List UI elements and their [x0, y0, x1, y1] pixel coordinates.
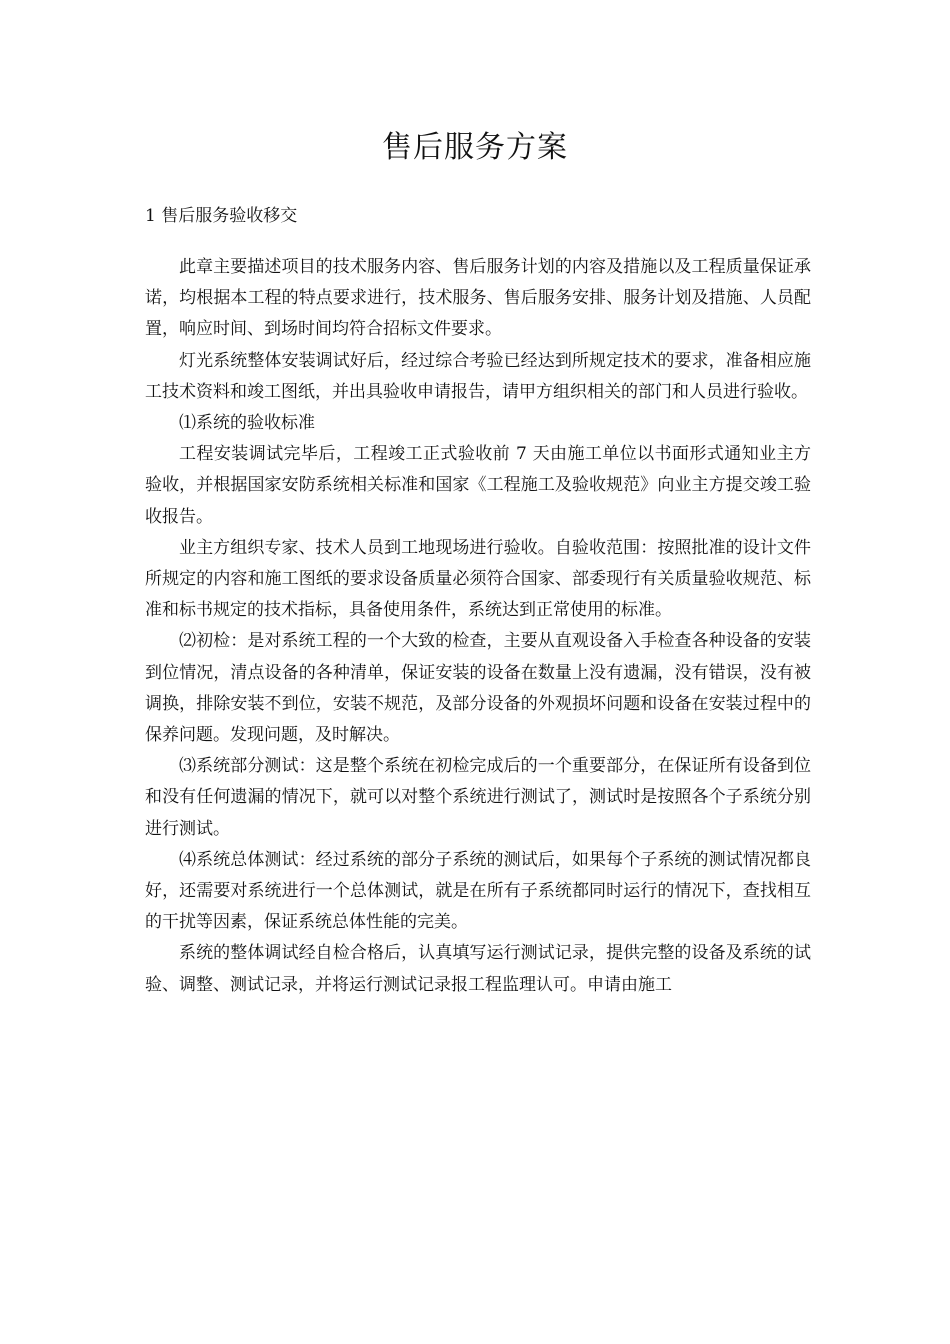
paragraph-debugging-records: 系统的整体调试经自检合格后，认真填写运行测试记录，提供完整的设备及系统的试验、调整、测试记录，并将运行测试记录报工程监理认可。申请由施工 — [145, 943, 811, 995]
section-heading: 1 售后服务验收移交 — [145, 206, 298, 226]
paragraph-overall-testing: ⑷系统总体测试：经过系统的部分子系统的测试后，如果每个子系统的测试情况都良好，还需要对系统进行一个总体测试，就是在所有子系统都同时运行的情况下，查找相互的干扰等因素，保证系统总体性能的完美。 — [145, 849, 811, 933]
document-title: 售后服务方案 — [382, 130, 568, 165]
subheading-acceptance-standard: ⑴系统的验收标准 — [179, 413, 315, 434]
paragraph-partial-testing: ⑶系统部分测试：这是整个系统在初检完成后的一个重要部分，在保证所有设备到位和没有任何遗漏的情况下，就可以对整个系统进行测试了，测试时是按照各个子系统分别进行测试。 — [145, 756, 811, 839]
paragraph-acceptance-scope: 业主方组织专家、技术人员到工地现场进行验收。自验收范围：按照批准的设计文件所规定的内容和施工图纸的要求设备质量必须符合国家、部委现行有关质量验收规范、标准和标书规定的技术指标，具备使用条件，系统达到正常使用的标准。 — [145, 537, 811, 621]
paragraph-completion-notice: 工程安装调试完毕后，工程竣工正式验收前 7 天由施工单位以书面形式通知业主方验收，并根据国家安防系统相关标准和国家《工程施工及验收规范》向业主方提交竣工验收报告。 — [145, 444, 811, 527]
paragraph-initial-inspection: ⑵初检：是对系统工程的一个大致的检查，主要从直观设备入手检查各种设备的安装到位情况，清点设备的各种清单，保证安装的设备在数量上没有遗漏，没有错误，没有被调换，排除安装不到位，安装不规范，及部分设备的外观损坏问题和设备在安装过程中的保养问题。发现问题，及时解决。 — [145, 631, 811, 746]
document-body — [145, 252, 811, 1001]
paragraph-acceptance-request: 灯光系统整体安装调试好后，经过综合考验已经达到所规定技术的要求，准备相应施工技术资料和竣工图纸，并出具验收申请报告，请甲方组织相关的部门和人员进行验收。 — [145, 350, 811, 402]
paragraph-intro: 此章主要描述项目的技术服务内容、售后服务计划的内容及措施以及工程质量保证承诺，均根据本工程的特点要求进行，技术服务、售后服务安排、服务计划及措施、人员配置，响应时间、到场时间均符合招标文件要求。 — [145, 257, 811, 340]
